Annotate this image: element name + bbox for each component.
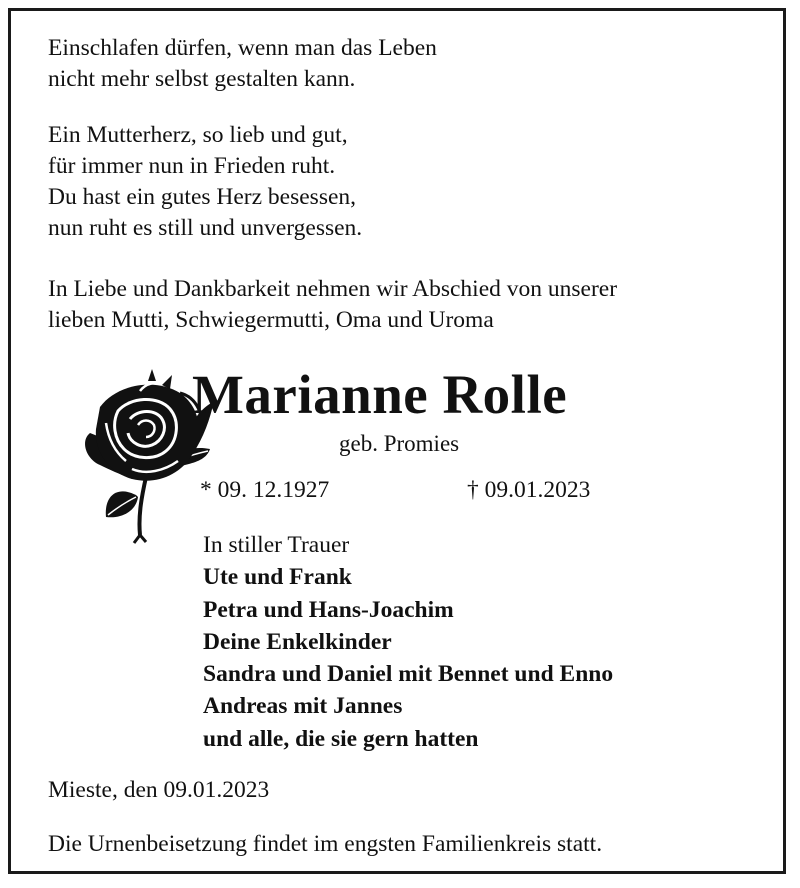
- verse-one-line: nicht mehr selbst gestalten kann.: [48, 66, 356, 92]
- place-and-date: Mieste, den 09.01.2023: [48, 777, 270, 803]
- farewell-text: [48, 274, 750, 336]
- mourner-name: Petra und Hans-Joachim: [203, 596, 454, 623]
- mourner-name: Ute und Frank: [203, 564, 352, 591]
- verse-two-line: Ein Mutterherz, so lieb und gut,: [48, 122, 348, 148]
- deceased-name: Marianne Rolle: [192, 364, 568, 425]
- farewell-line: In Liebe und Dankbarkeit nehmen wir Abschied von unserer: [48, 276, 618, 302]
- verse-one: [48, 33, 750, 95]
- mourner-name: Sandra und Daniel mit Bennet und Enno: [203, 661, 614, 688]
- obituary-content: [48, 11, 750, 871]
- mourners-list: [203, 529, 613, 755]
- birth-date: * 09. 12.1927: [200, 477, 330, 503]
- mourner-name: Deine Enkelkinder: [203, 628, 392, 655]
- mourner-name: und alle, die sie gern hatten: [203, 725, 479, 752]
- farewell-line: lieben Mutti, Schwiegermutti, Oma und Uroma: [48, 307, 494, 333]
- verse-two-line: Du hast ein gutes Herz besessen,: [48, 184, 357, 210]
- burial-note: Die Urnenbeisetzung findet im engsten Familienkreis statt.: [48, 831, 603, 857]
- death-date: † 09.01.2023: [467, 477, 591, 503]
- verse-one-line: Einschlafen dürfen, wenn man das Leben: [48, 35, 437, 61]
- mourner-name: Andreas mit Jannes: [203, 693, 403, 720]
- obituary-frame: [8, 8, 786, 874]
- verse-two: [48, 120, 750, 244]
- maiden-name: geb. Promies: [339, 431, 460, 456]
- mourners-intro: In stiller Trauer: [203, 532, 350, 558]
- verse-two-line: für immer nun in Frieden ruht.: [48, 153, 336, 179]
- verse-two-line: nun ruht es still und unvergessen.: [48, 215, 363, 241]
